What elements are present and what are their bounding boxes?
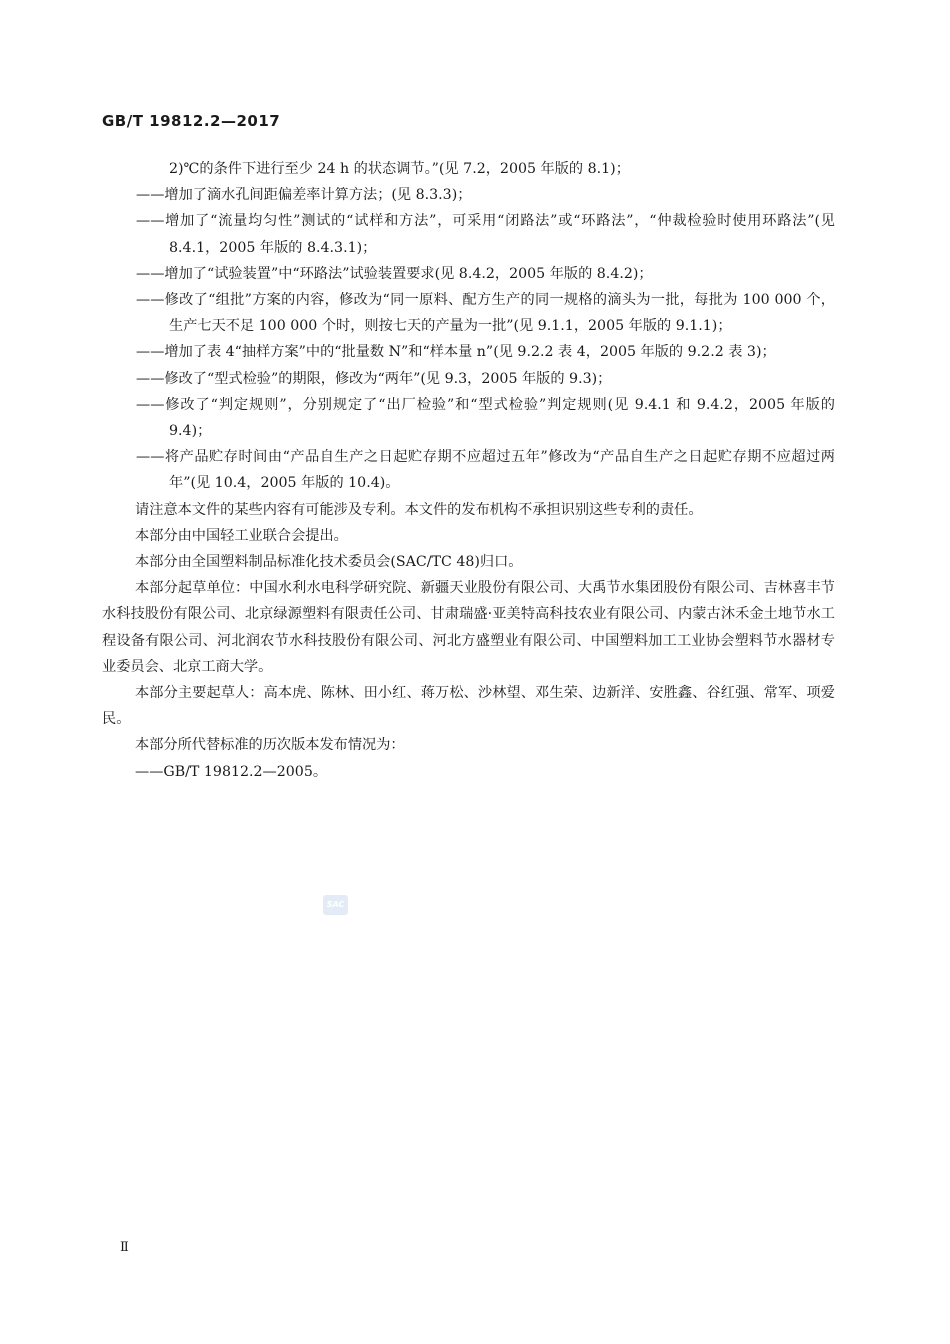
continued-list-item: 2)℃的条件下进行至少 24 h 的状态调节。”(见 7.2，2005 年版的 8.1)； — [169, 161, 630, 177]
change-list-item: ——增加了表 4“抽样方案”中的“批量数 N”和“样本量 n”(见 9.2.2 表 4，2005 年版的 9.2.2 表 3)； — [136, 344, 776, 361]
patent-notice-paragraph: 请注意本文件的某些内容有可能涉及专利。本文件的发布机构不承担识别这些专利的责任。 — [135, 501, 703, 518]
change-list-item: ——增加了滴水孔间距偏差率计算方法；(见 8.3.3)； — [136, 187, 472, 204]
centralized-by-paragraph: 本部分由全国塑料制品标准化技术委员会(SAC/TC 48)归口。 — [135, 554, 523, 571]
standard-code-header: GB/T 19812.2—2017 — [102, 112, 281, 130]
change-list-item: ——将产品贮存时间由“产品自生产之日起贮存期不应超过五年”修改为“产品自生产之日起贮存期不应超过两年”(见 10.4，2005 年版的 10.4)。 — [136, 449, 835, 492]
previous-edition-item: ——GB/T 19812.2—2005。 — [135, 763, 328, 780]
previous-editions-paragraph: 本部分所代替标准的历次版本发布情况为： — [135, 737, 405, 754]
change-list-item: ——增加了“试验装置”中“环路法”试验装置要求(见 8.4.2，2005 年版的 8.4.2)； — [136, 265, 653, 282]
drafting-units-paragraph: 本部分起草单位：中国水利水电科学研究院、新疆天业股份有限公司、大禹节水集团股份有限公司、吉林喜丰节水科技股份有限公司、北京绿源塑料有限责任公司、甘肃瑞盛·亚美特高科技农业有限公司、内蒙古沐禾金土地节水工程设备有限公司、河北润农节水科技股份有限公司、河北方盛塑业有限公司、中国塑料加工工业协会塑料节水器材专业委员会、北京工商大学。 — [102, 580, 835, 675]
proposed-by-paragraph: 本部分由中国轻工业联合会提出。 — [135, 527, 348, 544]
change-list-item: ——修改了“组批”方案的内容，修改为“同一原料、配方生产的同一规格的滴头为一批，每批为 100 000 个，生产七天不足 100 000 个时，则按七天的产量为一批”(见 9.1.1，2005 年版的 9.1.1)； — [136, 292, 835, 335]
change-list-item: ——修改了“型式检验”的期限，修改为“两年”(见 9.3，2005 年版的 9.3)； — [136, 370, 612, 387]
change-list-item: ——增加了“流量均匀性”测试的“试样和方法”，可采用“闭路法”或“环路法”，“仲裁检验时使用环路法”(见 8.4.1，2005 年版的 8.4.3.1)； — [136, 213, 835, 256]
page-number: Ⅱ — [120, 1240, 129, 1255]
drafters-paragraph: 本部分主要起草人：高本虎、陈林、田小红、蒋万松、沙林望、邓生荣、边新洋、安胜鑫、谷红强、常军、项爱民。 — [102, 685, 835, 728]
sac-watermark-logo: SAC — [323, 895, 348, 915]
document-body — [102, 156, 835, 785]
change-list-item: ——修改了“判定规则”，分别规定了“出厂检验”和“型式检验”判定规则(见 9.4.1 和 9.4.2，2005 年版的 9.4)； — [136, 396, 835, 440]
